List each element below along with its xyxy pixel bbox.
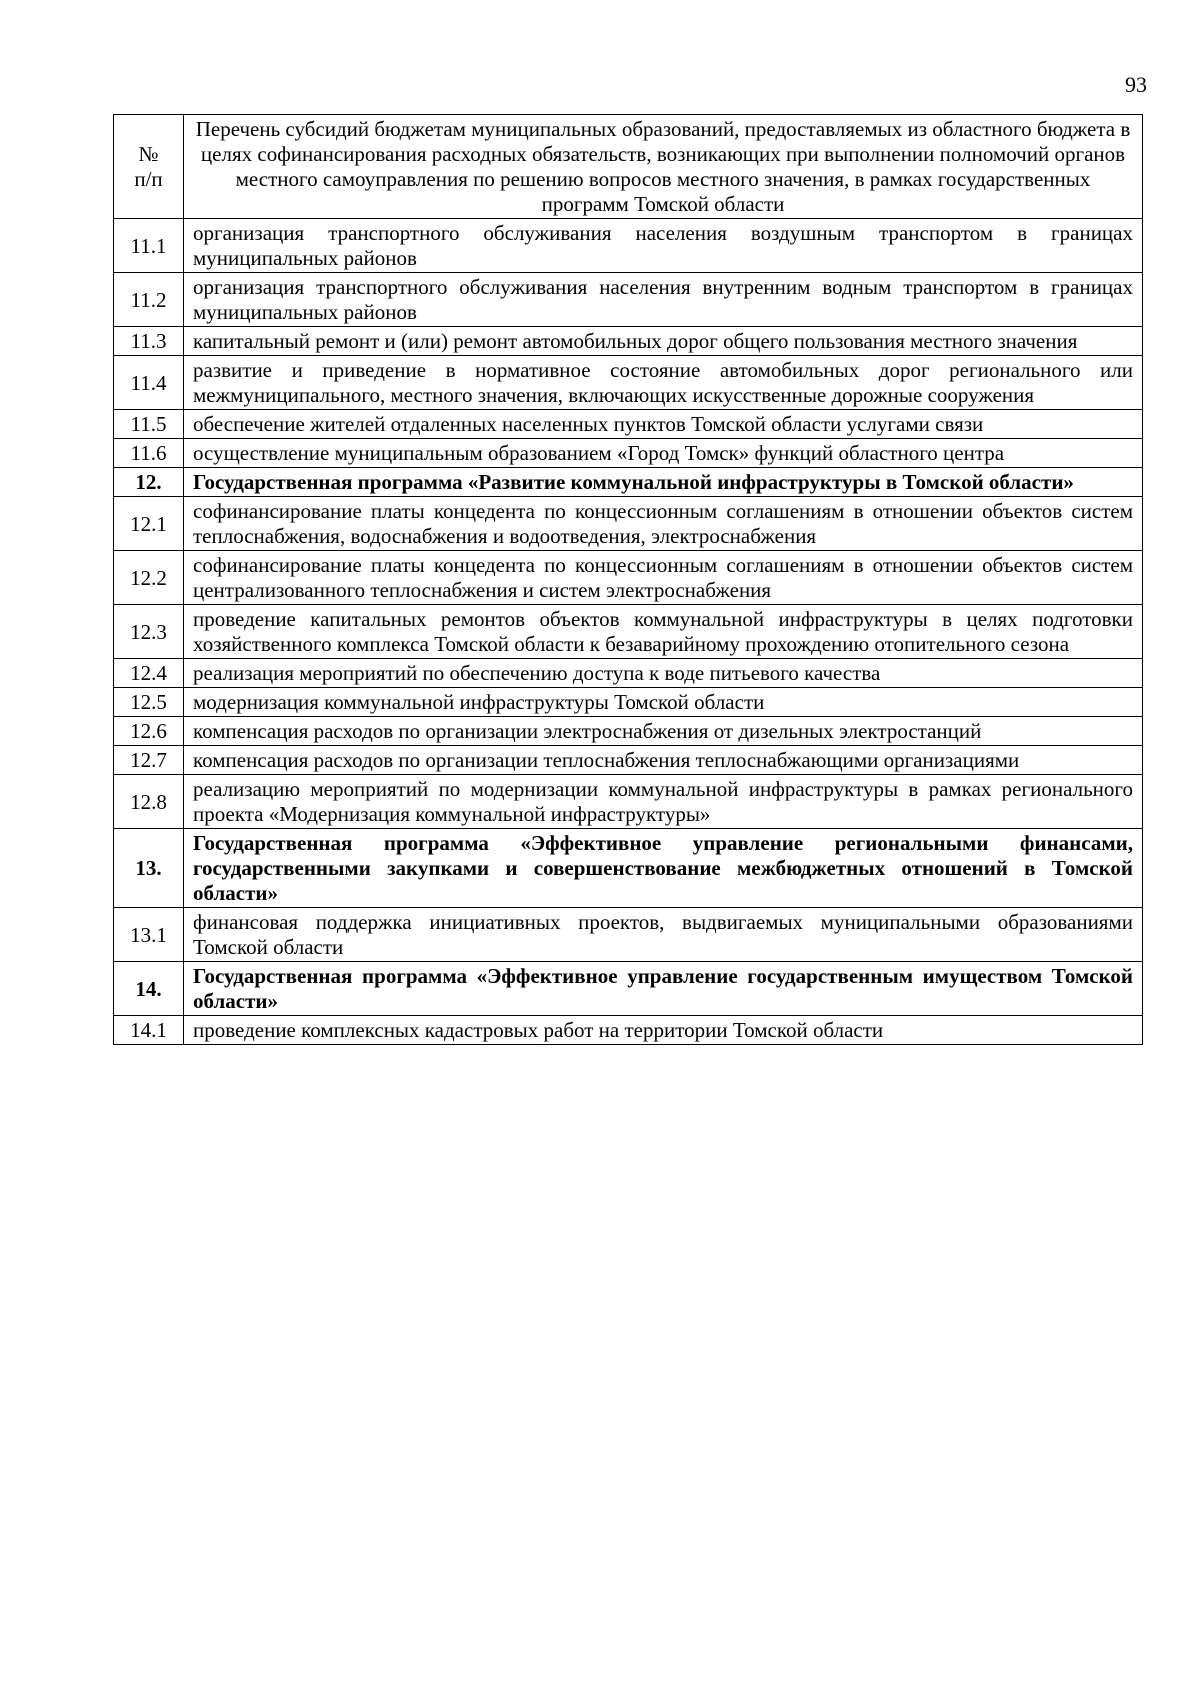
row-number: 11.2 [114,273,184,327]
column-header-title: Перечень субсидий бюджетам муниципальных образований, предоставляемых из областного бюджета в целях софинансирования расходных обязательств, возникающих при выполнении полномочий органов местного самоуправления по решению вопросов местного значения, в рамках государственных программ Томской области [184,115,1143,219]
row-description: софинансирование платы концедента по концессионным соглашениям в отношении объектов систем централизованного теплоснабжения и систем электроснабжения [184,551,1143,605]
row-description: осуществление муниципальным образованием «Город Томск» функций областного центра [184,439,1143,468]
table-row [114,356,1143,410]
row-number: 12.3 [114,605,184,659]
program-row [114,962,1143,1016]
row-description: софинансирование платы концедента по концессионным соглашениям в отношении объектов систем теплоснабжения, водоснабжения и водоотведения, электроснабжения [184,497,1143,551]
table-row [114,717,1143,746]
table-body [114,219,1143,1045]
program-row [114,829,1143,908]
row-number: 12.4 [114,659,184,688]
row-number: 12.6 [114,717,184,746]
row-description: финансовая поддержка инициативных проектов, выдвигаемых муниципальными образованиями Томской области [184,908,1143,962]
table-row [114,659,1143,688]
row-description: Государственная программа «Эффективное управление региональными финансами, государственными закупками и совершенствование межбюджетных отношений в Томской области» [184,829,1143,908]
row-number: 14. [114,962,184,1016]
row-number: 12.2 [114,551,184,605]
row-number: 11.3 [114,327,184,356]
table-row [114,551,1143,605]
row-description: Государственная программа «Развитие коммунальной инфраструктуры в Томской области» [184,468,1143,497]
table-row [114,605,1143,659]
column-header-number: № п/п [114,115,184,219]
table-row [114,775,1143,829]
row-number: 13. [114,829,184,908]
table-row [114,410,1143,439]
row-description: организация транспортного обслуживания населения внутренним водным транспортом в границах муниципальных районов [184,273,1143,327]
table-row [114,497,1143,551]
row-description: реализацию мероприятий по модернизации коммунальной инфраструктуры в рамках регионального проекта «Модернизация коммунальной инфраструктуры» [184,775,1143,829]
row-number: 12.8 [114,775,184,829]
row-description: проведение комплексных кадастровых работ на территории Томской области [184,1016,1143,1045]
row-number: 12.1 [114,497,184,551]
row-description: обеспечение жителей отдаленных населенных пунктов Томской области услугами связи [184,410,1143,439]
row-number: 12. [114,468,184,497]
row-number: 13.1 [114,908,184,962]
table-header-row [114,115,1143,219]
table-row [114,688,1143,717]
table-row [114,439,1143,468]
row-number: 11.4 [114,356,184,410]
table-row [114,219,1143,273]
table-row [114,1016,1143,1045]
row-description: компенсация расходов по организации теплоснабжения теплоснабжающими организациями [184,746,1143,775]
row-description: реализация мероприятий по обеспечению доступа к воде питьевого качества [184,659,1143,688]
program-row [114,468,1143,497]
row-number: 12.7 [114,746,184,775]
page-number: 93 [1125,72,1147,97]
table-row [114,746,1143,775]
row-number: 11.1 [114,219,184,273]
row-number: 12.5 [114,688,184,717]
table-row [114,327,1143,356]
row-description: Государственная программа «Эффективное управление государственным имуществом Томской области» [184,962,1143,1016]
table-row [114,908,1143,962]
row-number: 11.5 [114,410,184,439]
table-row [114,273,1143,327]
row-description: организация транспортного обслуживания населения воздушным транспортом в границах муниципальных районов [184,219,1143,273]
row-description: компенсация расходов по организации электроснабжения от дизельных электростанций [184,717,1143,746]
row-description: капитальный ремонт и (или) ремонт автомобильных дорог общего пользования местного значения [184,327,1143,356]
row-description: проведение капитальных ремонтов объектов коммунальной инфраструктуры в целях подготовки хозяйственного комплекса Томской области к безаварийному прохождению отопительного сезона [184,605,1143,659]
row-number: 14.1 [114,1016,184,1045]
row-number: 11.6 [114,439,184,468]
row-description: развитие и приведение в нормативное состояние автомобильных дорог регионального или межмуниципального, местного значения, включающих искусственные дорожные сооружения [184,356,1143,410]
row-description: модернизация коммунальной инфраструктуры Томской области [184,688,1143,717]
subsidy-table [113,114,1143,1045]
